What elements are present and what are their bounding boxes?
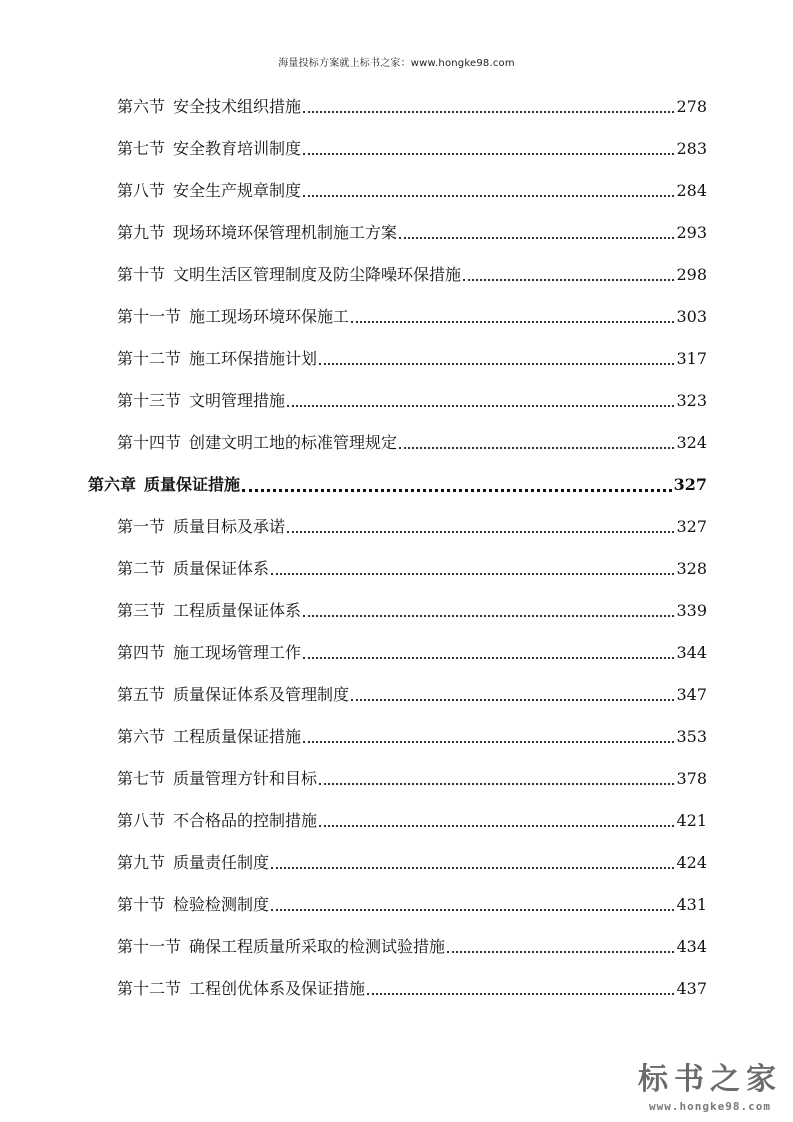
toc-page-number: 298 (676, 265, 707, 284)
toc-dot-leader (319, 825, 674, 827)
toc-dot-leader (399, 237, 674, 239)
toc-page-number: 278 (676, 97, 707, 116)
toc-entry-title: 不合格品的控制措施 (173, 811, 318, 830)
toc-entry-label (117, 260, 461, 290)
toc-entry-title: 工程质量保证体系 (173, 601, 302, 620)
toc-dot-leader (303, 615, 674, 617)
page-header: 海量投标方案就上标书之家：www.hongke98.com (278, 58, 515, 69)
toc-section-entry[interactable] (117, 218, 707, 248)
toc-entry-title: 文明管理措施 (189, 391, 286, 410)
toc-dot-leader (399, 447, 674, 449)
toc-entry-number: 第七节 (117, 139, 166, 158)
toc-entry-number: 第十一节 (117, 307, 182, 326)
toc-section-entry[interactable] (117, 848, 707, 878)
toc-dot-leader (351, 699, 674, 701)
toc-entry-title: 质量目标及承诺 (173, 517, 286, 536)
toc-entry-number: 第十节 (117, 895, 166, 914)
toc-dot-leader (303, 657, 674, 659)
toc-page-number: 344 (676, 643, 707, 662)
toc-dot-leader (271, 867, 674, 869)
toc-entry-number: 第十二节 (117, 979, 182, 998)
toc-entry-number: 第七节 (117, 769, 166, 788)
toc-entry-number: 第十四节 (117, 433, 182, 452)
toc-entry-label (117, 890, 269, 920)
toc-entry-number: 第一节 (117, 517, 166, 536)
toc-page-number: 303 (676, 307, 707, 326)
toc-entry-label (117, 386, 285, 416)
toc-entry-number: 第十三节 (117, 391, 182, 410)
brand-logo (630, 1062, 790, 1118)
toc-page-number: 421 (676, 811, 707, 830)
toc-page-number: 317 (676, 349, 707, 368)
toc-entry-number: 第六章 (88, 475, 137, 494)
toc-entry-number: 第九节 (117, 853, 166, 872)
toc-entry-title: 质量管理方针和目标 (173, 769, 318, 788)
toc-page-number: 431 (676, 895, 707, 914)
toc-entry-title: 质量责任制度 (173, 853, 270, 872)
toc-section-entry[interactable] (117, 722, 707, 752)
toc-entry-number: 第八节 (117, 181, 166, 200)
toc-entry-title: 施工现场环境环保施工 (189, 307, 350, 326)
toc-page-number: 327 (673, 475, 707, 494)
toc-entry-number: 第二节 (117, 559, 166, 578)
toc-section-entry[interactable] (117, 344, 707, 374)
toc-entry-number: 第五节 (117, 685, 166, 704)
toc-section-entry[interactable] (117, 512, 707, 542)
toc-page-number: 339 (676, 601, 707, 620)
toc-entry-label (117, 554, 269, 584)
toc-entry-label (117, 848, 269, 878)
toc-dot-leader (303, 741, 674, 743)
toc-entry-title: 创建文明工地的标准管理规定 (189, 433, 398, 452)
toc-dot-leader (303, 195, 674, 197)
toc-section-entry[interactable] (117, 806, 707, 836)
toc-section-entry[interactable] (117, 638, 707, 668)
toc-entry-number: 第六节 (117, 727, 166, 746)
toc-entry-number: 第十一节 (117, 937, 182, 956)
toc-dot-leader (319, 363, 674, 365)
toc-dot-leader (287, 405, 674, 407)
toc-entry-label (117, 428, 397, 458)
toc-dot-leader (287, 531, 674, 533)
logo-url: www.hongke98.com (649, 1100, 771, 1113)
toc-entry-label (117, 596, 301, 626)
toc-entry-title: 施工现场管理工作 (173, 643, 302, 662)
toc-entry-title: 质量保证体系及管理制度 (173, 685, 350, 704)
toc-entry-title: 现场环境环保管理机制施工方案 (173, 223, 398, 242)
toc-entry-title: 施工环保措施计划 (189, 349, 318, 368)
toc-page-number: 328 (676, 559, 707, 578)
toc-entry-label (117, 176, 301, 206)
toc-section-entry[interactable] (117, 386, 707, 416)
toc-dot-leader (271, 573, 674, 575)
toc-entry-title: 质量保证措施 (144, 475, 241, 494)
toc-entry-label (88, 470, 240, 500)
toc-entry-label (117, 92, 301, 122)
toc-dot-leader (367, 993, 674, 995)
toc-section-entry[interactable] (117, 554, 707, 584)
toc-entry-number: 第十二节 (117, 349, 182, 368)
toc-entry-number: 第十节 (117, 265, 166, 284)
toc-page-number: 353 (676, 727, 707, 746)
toc-dot-leader (351, 321, 674, 323)
toc-entry-title: 安全教育培训制度 (173, 139, 302, 158)
toc-section-entry[interactable] (117, 302, 707, 332)
toc-entry-label (117, 806, 317, 836)
toc-section-entry[interactable] (117, 764, 707, 794)
toc-dot-leader (319, 783, 674, 785)
toc-page-number: 283 (676, 139, 707, 158)
toc-entry-title: 安全生产规章制度 (173, 181, 302, 200)
toc-page-number: 347 (676, 685, 707, 704)
toc-entry-title: 工程创优体系及保证措施 (189, 979, 366, 998)
toc-page-number: 293 (676, 223, 707, 242)
toc-dot-leader (463, 279, 674, 281)
toc-entry-title: 质量保证体系 (173, 559, 270, 578)
toc-section-entry[interactable] (117, 92, 707, 122)
toc-page-number: 284 (676, 181, 707, 200)
toc-dot-leader (303, 153, 674, 155)
toc-chapter-entry[interactable] (88, 470, 707, 500)
toc-entry-label (117, 512, 285, 542)
toc-entry-title: 检验检测制度 (173, 895, 270, 914)
toc-page-number: 378 (676, 769, 707, 788)
toc-section-entry[interactable] (117, 596, 707, 626)
toc-section-entry[interactable] (117, 428, 707, 458)
toc-entry-label (117, 680, 349, 710)
toc-entry-label (117, 722, 301, 752)
toc-section-entry[interactable] (117, 680, 707, 710)
toc-section-entry[interactable] (117, 974, 707, 1004)
toc-dot-leader (447, 951, 674, 953)
toc-section-entry[interactable] (117, 134, 707, 164)
toc-entry-label (117, 764, 317, 794)
toc-dot-leader (271, 909, 674, 911)
toc-page-number: 437 (676, 979, 707, 998)
toc-page-number: 434 (676, 937, 707, 956)
toc-dot-leader (242, 489, 672, 492)
toc-entry-title: 确保工程质量所采取的检测试验措施 (189, 937, 446, 956)
toc-entry-label (117, 638, 301, 668)
toc-section-entry[interactable] (117, 890, 707, 920)
toc-section-entry[interactable] (117, 932, 707, 962)
toc-entry-label (117, 302, 349, 332)
toc-page-number: 424 (676, 853, 707, 872)
toc-entry-label (117, 974, 365, 1004)
toc-entry-number: 第九节 (117, 223, 166, 242)
toc-entry-title: 文明生活区管理制度及防尘降噪环保措施 (173, 265, 462, 284)
toc-dot-leader (303, 111, 674, 113)
toc-entry-title: 安全技术组织措施 (173, 97, 302, 116)
toc-page-number: 323 (676, 391, 707, 410)
toc-page-number: 327 (676, 517, 707, 536)
toc-entry-number: 第三节 (117, 601, 166, 620)
toc-entry-label (117, 134, 301, 164)
logo-title: 标书之家 (638, 1062, 782, 1097)
toc-entry-number: 第四节 (117, 643, 166, 662)
toc-entry-number: 第六节 (117, 97, 166, 116)
toc-entry-title: 工程质量保证措施 (173, 727, 302, 746)
toc-entry-label (117, 218, 397, 248)
toc-section-entry[interactable] (117, 176, 707, 206)
toc-page-number: 324 (676, 433, 707, 452)
toc-entry-label (117, 344, 317, 374)
toc-entry-number: 第八节 (117, 811, 166, 830)
toc-section-entry[interactable] (117, 260, 707, 290)
toc-entry-label (117, 932, 445, 962)
